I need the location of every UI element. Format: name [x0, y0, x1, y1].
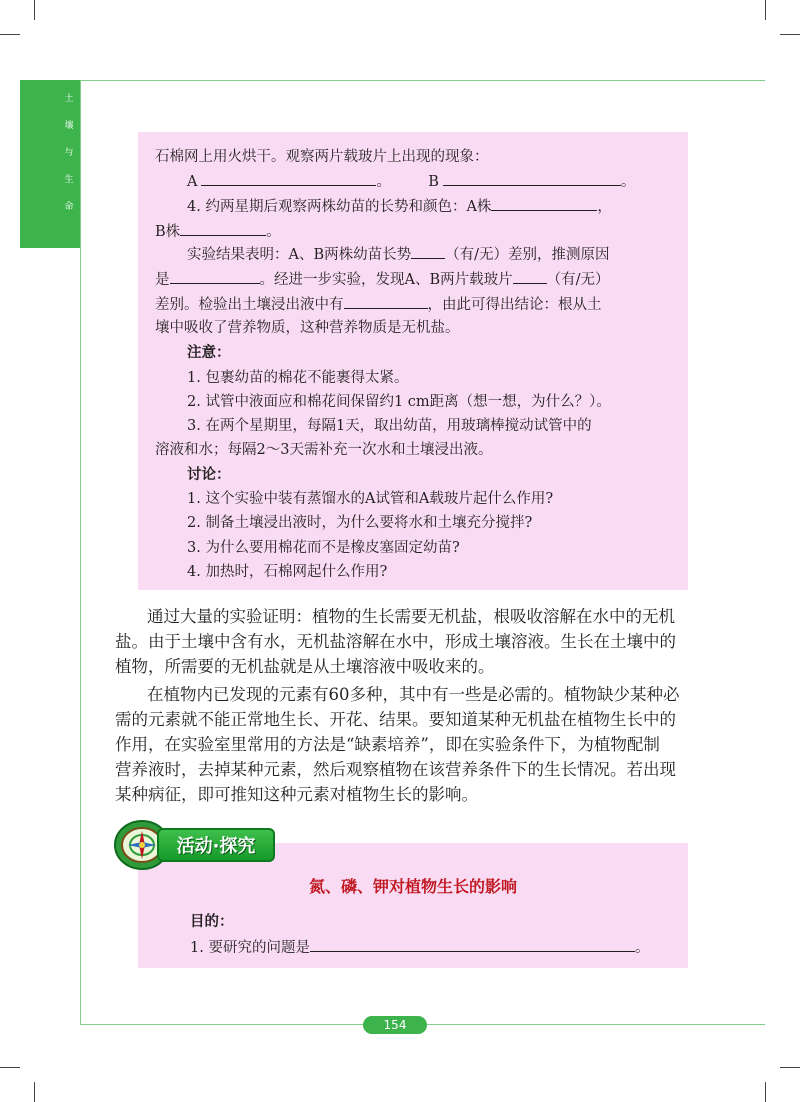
discussion-item: 4. 加热时，石棉网起什么作用?: [187, 564, 388, 580]
purpose-heading: 目的：: [190, 914, 234, 930]
body-line: 需的元素就不能正常地生长、开花、结果。要知道某种无机盐在植物生长中的: [115, 710, 676, 729]
activity-banner: 活动·探究: [157, 828, 275, 862]
top-border-line: [20, 80, 765, 81]
left-border-line: [80, 80, 81, 1025]
purpose-item: 1. 要研究的问题是 。: [190, 937, 649, 958]
crop-mark: [765, 0, 766, 20]
activity-badge: [112, 815, 277, 871]
note-item: 1. 包裹幼苗的棉花不能裹得太紧。: [187, 370, 409, 386]
body-line: 通过大量的实验证明：植物的生长需要无机盐，根吸收溶解在水中的无机: [147, 607, 675, 626]
crop-mark: [34, 0, 35, 20]
body-line: 盐。由于土壤中含有水，无机盐溶解在水中，形成土壤溶液。生长在土壤中的: [115, 632, 676, 651]
side-char: 命: [64, 202, 74, 212]
box-line: 壤中吸收了营养物质，这种营养物质是无机盐。: [155, 320, 460, 336]
side-char: 壤: [64, 121, 74, 131]
note-item: 3. 在两个星期里，每隔1天，取出幼苗，用玻璃棒搅动试管中的: [187, 418, 592, 434]
discussion-item: 2. 制备土壤浸出液时，为什么要将水和土壤充分搅拌?: [187, 515, 533, 531]
body-line: 某种病征，即可推知这种元素对植物生长的影响。: [115, 785, 478, 804]
body-line: 营养液时，去掉某种元素，然后观察植物在该营养条件下的生长情况。若出现: [115, 760, 676, 779]
crop-mark: [765, 1082, 766, 1102]
page-number: 154: [363, 1016, 427, 1034]
chapter-side-label: [62, 86, 76, 221]
body-line: 作用，在实验室里常用的方法是“缺素培养”，即在实验条件下，为植物配制: [115, 735, 660, 754]
crop-mark: [0, 34, 20, 35]
side-char: 土: [64, 94, 74, 104]
note-item: 溶液和水；每隔2～3天需补充一次水和土壤浸出液。: [155, 442, 493, 458]
note-heading: 注意：: [187, 345, 231, 361]
box-line: 石棉网上用火烘干。观察两片载玻片上出现的现象：: [155, 149, 489, 165]
box-line: 实验结果表明：A、B两株幼苗长势 （有/无）差别，推测原因: [187, 244, 610, 265]
body-line: 植物，所需要的无机盐就是从土壤溶液中吸收来的。: [115, 657, 495, 676]
discussion-heading: 讨论：: [187, 467, 231, 483]
box-line: 差别。检验出土壤浸出液中有 ，由此可得出结论：根从土: [155, 294, 602, 315]
crop-mark: [780, 1067, 800, 1068]
side-char: 与: [64, 148, 74, 158]
box-line: A 。 B 。: [187, 171, 635, 192]
box-line: 4. 约两星期后观察两株幼苗的长势和颜色：A株 ，: [187, 196, 612, 217]
side-char: 生: [64, 175, 74, 185]
body-line: 在植物内已发现的元素有60多种，其中有一些是必需的。植物缺少某种必: [147, 685, 680, 704]
discussion-item: 1. 这个实验中装有蒸馏水的A试管和A载玻片起什么作用?: [187, 491, 554, 507]
box-line: B株 。: [155, 221, 281, 242]
crop-mark: [780, 34, 800, 35]
activity-title: 氮、磷、钾对植物生长的影响: [308, 877, 517, 896]
discussion-item: 3. 为什么要用棉花而不是橡皮塞固定幼苗?: [187, 540, 460, 556]
crop-mark: [34, 1082, 35, 1102]
note-item: 2. 试管中液面应和棉花间保留约1 cm距离（想一想，为什么？）。: [187, 394, 611, 410]
crop-mark: [0, 1067, 20, 1068]
box-line: 是 。经进一步实验，发现A、B两片载玻片 （有/无）: [155, 269, 610, 290]
